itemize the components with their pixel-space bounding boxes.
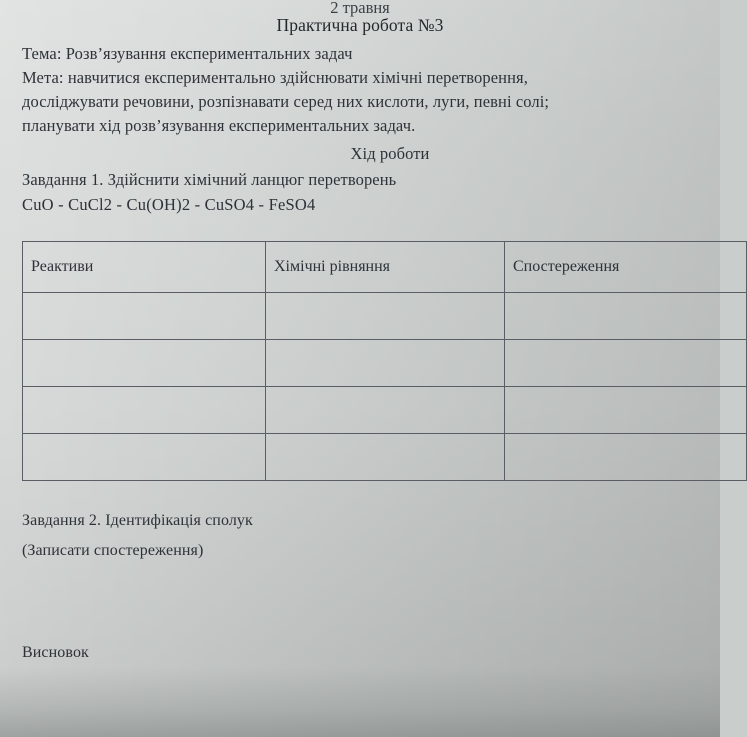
observations-table <box>22 241 747 481</box>
table-cell <box>505 434 747 481</box>
table-cell <box>266 340 505 387</box>
table-row <box>23 387 747 434</box>
table-cell <box>505 387 747 434</box>
table-cell <box>505 293 747 340</box>
section-heading: Хід роботи <box>350 143 430 163</box>
table-cell <box>266 293 505 340</box>
table-cell <box>266 434 505 481</box>
table-cell <box>23 387 266 434</box>
goal-line-2: досліджувати речовини, розпізнавати серед них кислоти, луги, певні солі; <box>22 92 550 112</box>
table-cell <box>505 340 747 387</box>
table-cell <box>23 340 266 387</box>
table-row <box>23 434 747 481</box>
conclusion-heading: Висновок <box>22 643 89 661</box>
table-cell <box>23 434 266 481</box>
transformation-chain: CuO - CuCl2 - Cu(OH)2 - CuSO4 - FeSO4 <box>22 195 316 215</box>
task-2-heading: Завдання 2. Ідентифікація сполук <box>22 512 253 530</box>
table-header-observations: Спостереження <box>505 242 747 293</box>
page-title: Практична робота №3 <box>276 15 444 35</box>
task-1-heading: Завдання 1. Здійснити хімічний ланцюг перетворень <box>22 169 397 189</box>
cut-off-date-line: 2 травня <box>330 0 390 17</box>
table-row <box>23 340 747 387</box>
table-header-equations: Хімічні рівняння <box>266 242 505 293</box>
table-cell <box>23 293 266 340</box>
task-2-note: (Записати спостереження) <box>22 541 204 559</box>
table-row <box>23 293 747 340</box>
table-header-reagents: Реактиви <box>23 242 266 293</box>
table-header-row <box>23 242 747 293</box>
table-cell <box>266 387 505 434</box>
goal-line-3: планувати хід розв’язування експериментальних задач. <box>22 116 416 136</box>
theme-line: Тема: Розв’язування експериментальних задач <box>22 43 353 63</box>
task-2-block <box>22 509 698 562</box>
goal-line-1: Мета: навчитися експериментально здійснювати хімічні перетворення, <box>22 67 528 87</box>
